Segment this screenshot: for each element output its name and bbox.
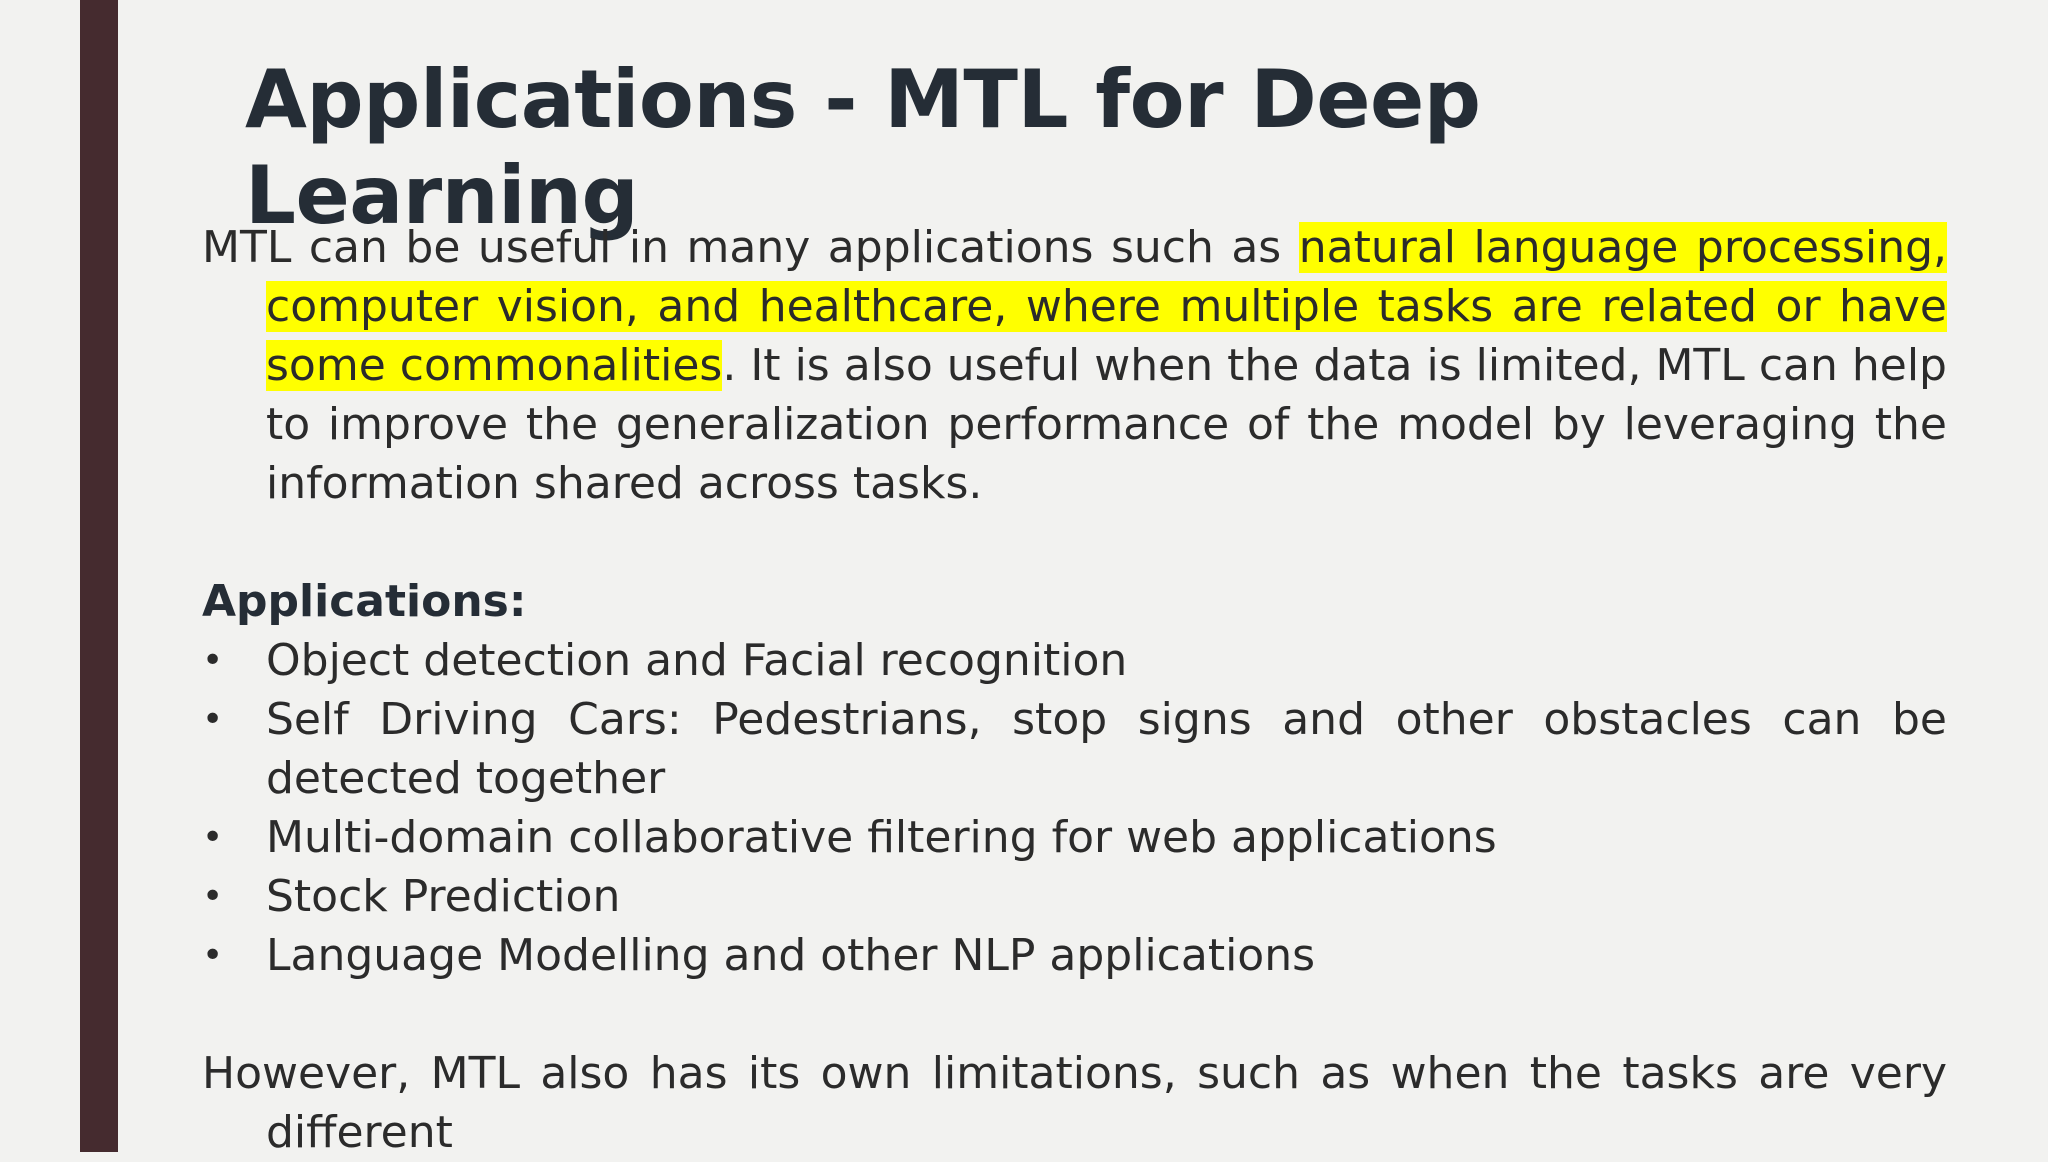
highlighted-text: natural language processing, computer vision, and healthcare, where multiple tasks are related or have some commonalities	[266, 222, 1947, 391]
intro-rest-text: . It is also useful when the data is limited, MTL can help to improve the generalization performance of the model by leveraging the information shared across tasks.	[266, 340, 1947, 509]
accent-bar	[80, 0, 118, 1152]
bullet-icon: •	[202, 935, 224, 976]
list-item	[202, 631, 1947, 690]
slide-title: Applications - MTL for Deep Learning	[245, 53, 1481, 242]
bullet-icon: •	[202, 876, 224, 917]
list-item-text: Stock Prediction	[266, 871, 621, 922]
intro-paragraph	[202, 218, 1947, 513]
list-item-text: Multi-domain collaborative filtering for web applications	[266, 812, 1497, 863]
applications-heading: Applications:	[202, 576, 527, 627]
list-item	[202, 926, 1947, 985]
list-item	[202, 690, 1947, 808]
applications-list	[202, 631, 1947, 985]
intro-lead-text: MTL can be useful in many applications such as	[202, 222, 1299, 273]
bullet-icon: •	[202, 817, 224, 858]
list-item-text: Language Modelling and other NLP applications	[266, 930, 1316, 981]
list-item-text: Object detection and Facial recognition	[266, 635, 1128, 686]
list-item	[202, 867, 1947, 926]
list-item	[202, 808, 1947, 867]
list-item-text: Self Driving Cars: Pedestrians, stop signs and other obstacles can be detected together	[266, 694, 1947, 804]
limitations-paragraph: However, MTL also has its own limitations, such as when the tasks are very different	[202, 1048, 1947, 1158]
bullet-icon: •	[202, 640, 224, 681]
spacer	[202, 513, 1947, 572]
bullet-icon: •	[202, 699, 224, 740]
slide-body	[202, 218, 1947, 1162]
spacer	[202, 985, 1947, 1044]
